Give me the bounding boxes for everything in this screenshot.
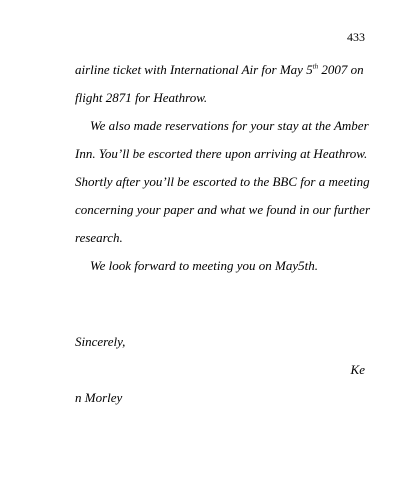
text-line-1-end: 2007 on	[318, 62, 364, 77]
text-line-1	[75, 62, 364, 78]
text-line-5: Shortly after you’ll be escorted to the BBC for a meeting	[75, 174, 370, 189]
text-line-8: We look forward to meeting you on May5th.	[90, 258, 318, 273]
ordinal-suffix: th	[312, 62, 319, 71]
text-line-6: concerning your paper and what we found in our further	[75, 202, 371, 217]
text-line-7: research.	[75, 230, 123, 245]
closing-salutation: Sincerely,	[75, 334, 126, 349]
text-line-3: We also made reservations for your stay at the Amber	[90, 118, 369, 133]
signature-line-2: n Morley	[75, 390, 123, 405]
page-number: 433	[347, 30, 365, 44]
signature-line-1: Ke	[350, 362, 365, 377]
text-line-1-main: airline ticket with International Air for May 5	[75, 62, 313, 77]
text-line-4: Inn. You’ll be escorted there upon arriving at Heathrow.	[75, 146, 368, 161]
text-line-2: flight 2871 for Heathrow.	[75, 90, 208, 105]
